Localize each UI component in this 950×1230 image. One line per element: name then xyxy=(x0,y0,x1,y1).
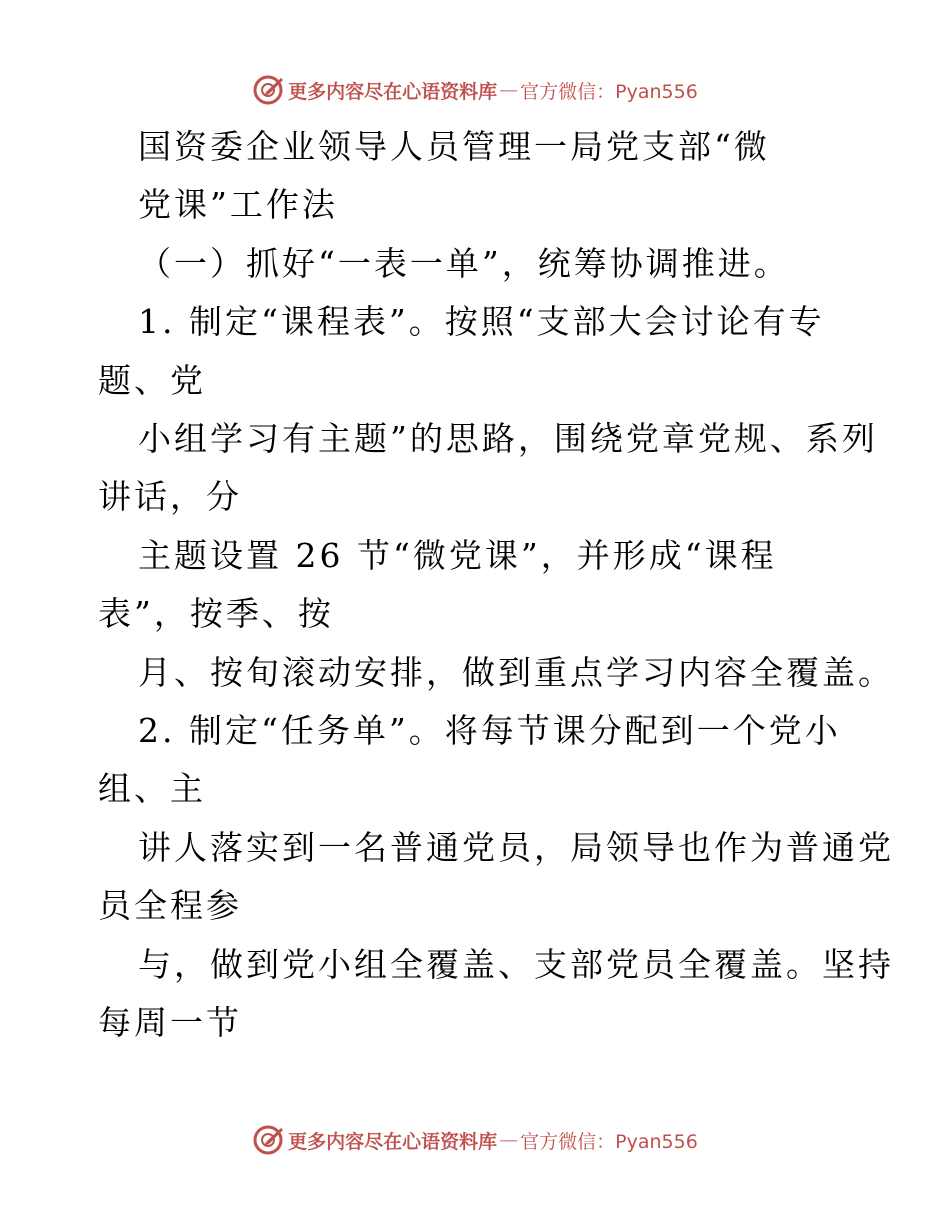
paragraph-line: 题、党 xyxy=(98,361,206,400)
logo-icon xyxy=(252,1123,286,1157)
section-heading: （一）抓好“一表一单”，统筹协调推进。 xyxy=(138,244,790,283)
footer-banner-separator: — xyxy=(499,1129,519,1151)
paragraph-line: 组、主 xyxy=(98,769,206,808)
footer-banner xyxy=(0,1120,950,1160)
paragraph-line: 1. 制定“课程表”。按照“支部大会讨论有专 xyxy=(138,302,825,341)
header-banner-text: 更多内容尽在心语资料库 xyxy=(288,80,498,103)
paragraph-line: 主题设置 26 节“微党课”，并形成“课程 xyxy=(138,536,777,575)
document-title-line-2: 党课”工作法 xyxy=(138,185,338,224)
paragraph-line: 每周一节 xyxy=(98,1003,242,1042)
header-banner-separator: — xyxy=(499,79,519,101)
footer-banner-text: 更多内容尽在心语资料库 xyxy=(288,1130,498,1153)
paragraph-line: 2. 制定“任务单”。将每节课分配到一个党小 xyxy=(138,711,841,750)
footer-wechat-text: 官方微信：Pyan556 xyxy=(520,1130,698,1153)
paragraph-line: 讲人落实到一名普通党员，局领导也作为普通党 xyxy=(138,828,894,867)
logo-icon xyxy=(252,73,286,107)
paragraph-line: 表”，按季、按 xyxy=(98,594,334,633)
document-title-line-1: 国资委企业领导人员管理一局党支部“微 xyxy=(138,127,770,166)
paragraph-line: 讲话，分 xyxy=(98,477,242,516)
paragraph-line: 月、按旬滚动安排，做到重点学习内容全覆盖。 xyxy=(138,653,894,692)
paragraph-line: 员全程参 xyxy=(98,886,242,925)
paragraph-line: 与，做到党小组全覆盖、支部党员全覆盖。坚持 xyxy=(138,945,894,984)
header-banner xyxy=(0,70,950,110)
header-wechat-text: 官方微信：Pyan556 xyxy=(520,80,698,103)
paragraph-line: 小组学习有主题”的思路，围绕党章党规、系列 xyxy=(138,419,878,458)
